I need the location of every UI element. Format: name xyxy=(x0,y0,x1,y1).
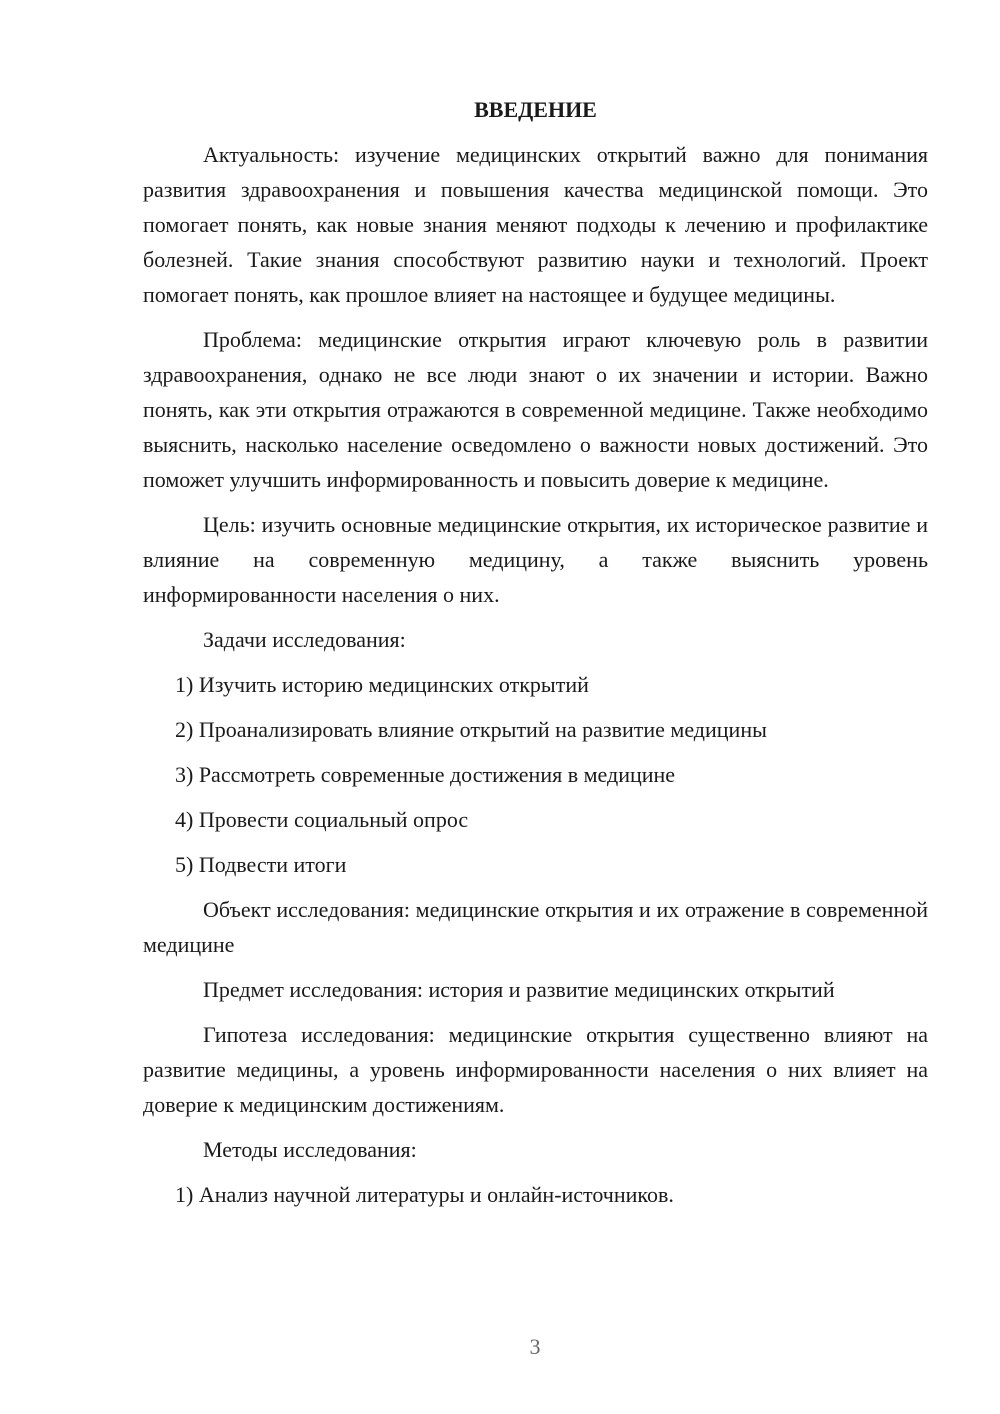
methods-list xyxy=(143,1177,928,1212)
list-item: 1) Анализ научной литературы и онлайн-источников. xyxy=(175,1182,674,1207)
page-content xyxy=(143,92,928,1222)
list-item: 1) Изучить историю медицинских открытий xyxy=(175,672,589,697)
hypothesis-paragraph: Гипотеза исследования: медицинские открытия существенно влияют на развитие медицины, а уровень информированности населения о них влияет на доверие к медицинским достижениям. xyxy=(143,1022,928,1117)
section-title: ВВЕДЕНИЕ xyxy=(474,97,597,122)
relevance-paragraph: Актуальность: изучение медицинских открытий важно для понимания развития здравоохранения и повышения качества медицинской помощи. Это помогает понять, как новые знания меняют подходы к лечению и профилактике болезней. Такие знания способствуют развитию науки и технологий. Проект помогает понять, как прошлое влияет на настоящее и будущее медицины. xyxy=(143,142,928,307)
list-item: 2) Проанализировать влияние открытий на развитие медицины xyxy=(175,717,767,742)
tasks-list xyxy=(143,667,928,882)
problem-paragraph: Проблема: медицинские открытия играют ключевую роль в развитии здравоохранения, однако не все люди знают о их значении и истории. Важно понять, как эти открытия отражаются в современной медицине. Также необходимо выяснить, насколько население осведомлено о важности новых достижений. Это поможет улучшить информированность и повысить доверие к медицине. xyxy=(143,327,928,492)
list-item: 3) Рассмотреть современные достижения в медицине xyxy=(175,762,676,787)
methods-heading: Методы исследования: xyxy=(203,1137,417,1162)
goal-paragraph: Цель: изучить основные медицинские открытия, их историческое развитие и влияние на современную медицину, а также выяснить уровень информированности населения о них. xyxy=(143,512,928,607)
tasks-heading: Задачи исследования: xyxy=(203,627,406,652)
subject-paragraph: Предмет исследования: история и развитие медицинских открытий xyxy=(203,977,835,1002)
object-paragraph: Объект исследования: медицинские открытия и их отражение в современной медицине xyxy=(143,897,928,957)
list-item: 4) Провести социальный опрос xyxy=(175,807,469,832)
page-number: 3 xyxy=(529,1334,541,1359)
list-item: 5) Подвести итоги xyxy=(175,852,347,877)
